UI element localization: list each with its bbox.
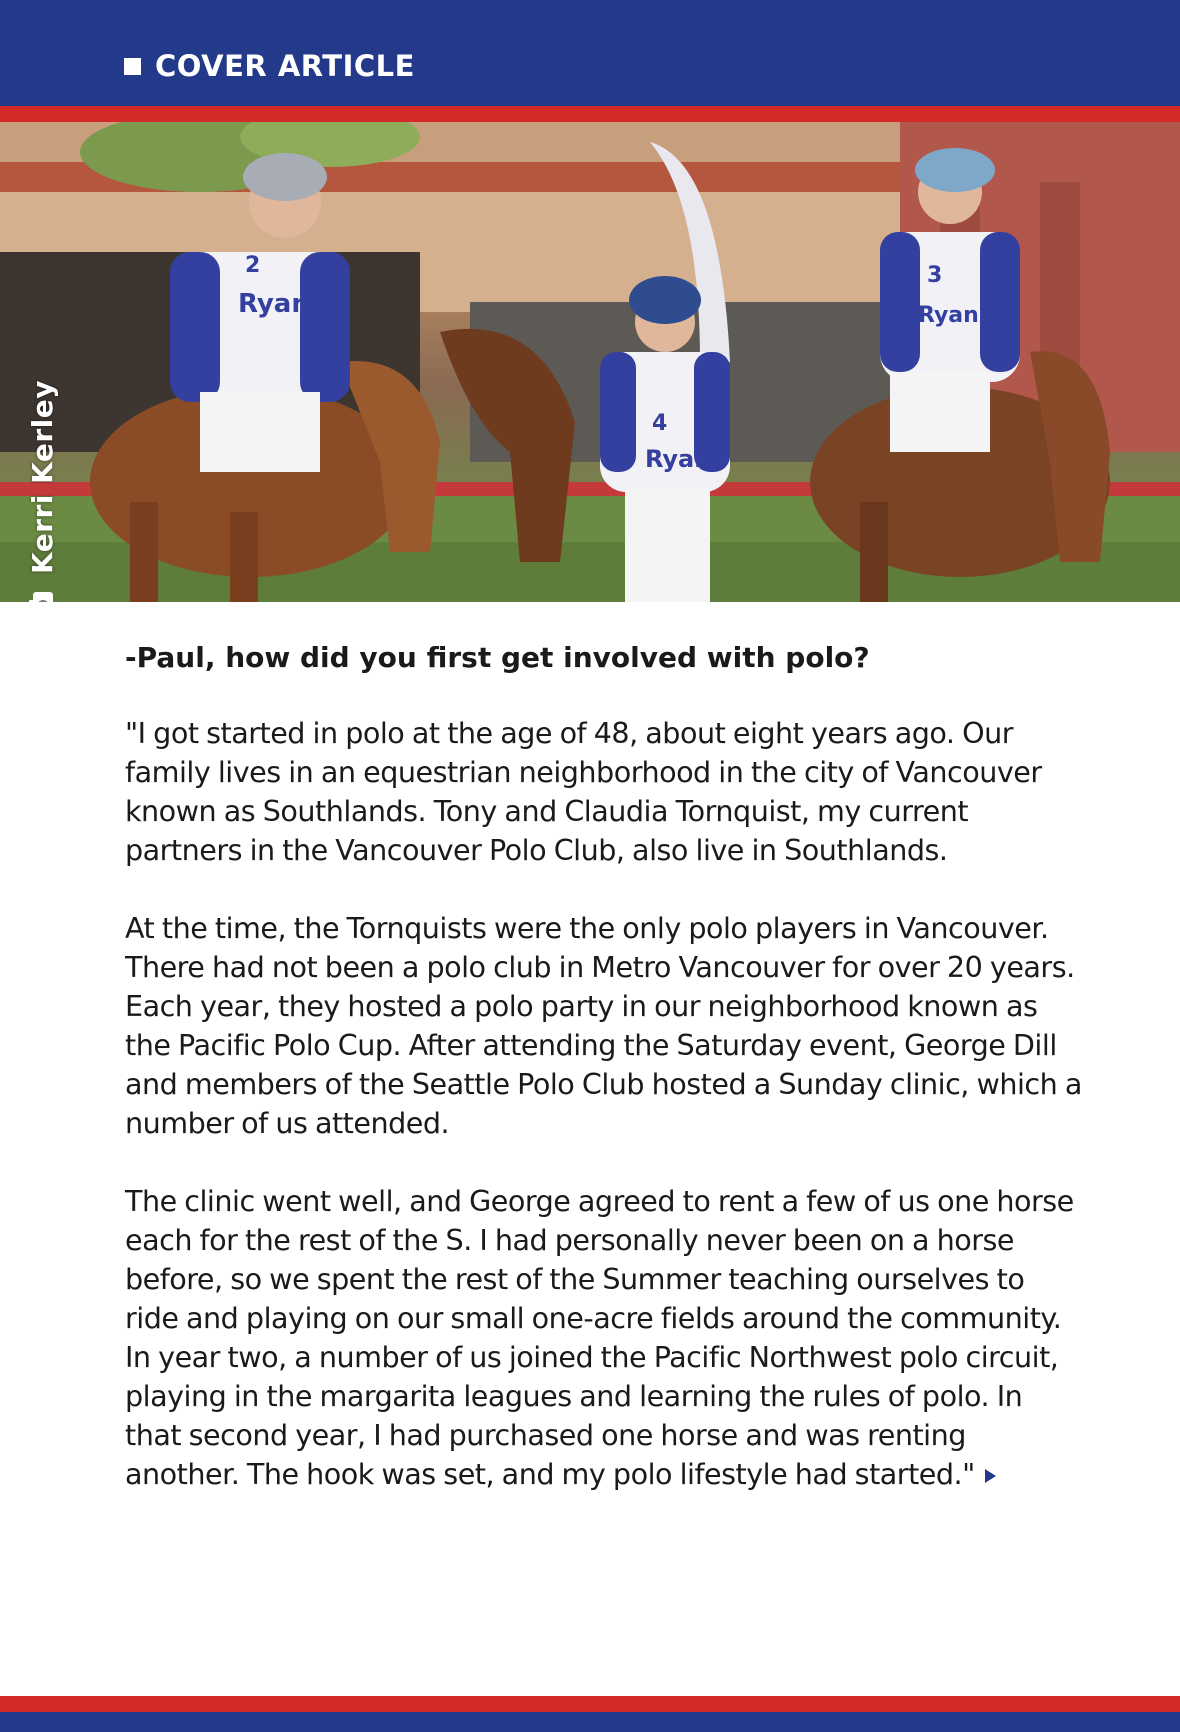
camera-icon bbox=[27, 588, 57, 602]
article-body bbox=[125, 640, 1085, 1494]
jersey-number-left: 2 bbox=[245, 253, 261, 278]
paragraph-3-text: The clinic went well, and George agreed to rent a few of us one horse each for the rest of the S. I had personally never been on a horse before, so we spent the rest of the Summer teaching ourselves to ride and playing on our small one-acre fields around the community. In year two, a number of us joined the Pacific Northwest polo circuit, playing in the margarita leagues and learning the rules of polo. In that second year, I had purchased one horse and was renting another. The hook was set, and my polo lifestyle had started." bbox=[125, 1184, 1074, 1492]
section-label-text: COVER ARTICLE bbox=[155, 49, 415, 83]
jersey-logo-left: Ryan bbox=[238, 289, 310, 319]
header-accent-stripe bbox=[0, 106, 1180, 122]
interview-question: -Paul, how did you first get involved with polo? bbox=[125, 641, 870, 674]
continue-arrow-icon bbox=[985, 1469, 996, 1483]
paragraph-2: At the time, the Tornquists were the only polo players in Vancouver. There had not been a polo club in Metro Vancouver for over 20 years. Each year, they hosted a polo party in our neighborhood known as the Pacific Polo Cup. After attending the Saturday event, George Dill and members of the Seattle Polo Club hosted a Sunday clinic, which a number of us attended. bbox=[125, 911, 1082, 1141]
square-bullet-icon bbox=[124, 58, 141, 75]
footer-accent-stripe bbox=[0, 1696, 1180, 1712]
footer-bar bbox=[0, 1712, 1180, 1732]
paragraph-1: "I got started in polo at the age of 48, about eight years ago. Our family lives in an equestrian neighborhood in the city of Vancouver known as Southlands. Tony and Claudia Tornquist, my current partners in the Vancouver Polo Club, also live in Southlands. bbox=[125, 716, 1042, 868]
jersey-number-right: 3 bbox=[927, 263, 943, 288]
cover-photo bbox=[0, 122, 1180, 602]
photo-credit bbox=[22, 380, 62, 602]
jersey-number-middle: 4 bbox=[652, 411, 668, 436]
jersey-logo-middle: Ryan bbox=[645, 445, 712, 473]
paragraph-3 bbox=[125, 1182, 1085, 1494]
photo-credit-text: Kerri Kerley bbox=[25, 380, 59, 575]
polo-scene bbox=[0, 122, 1180, 602]
section-label bbox=[124, 49, 415, 83]
jersey-logo-right: Ryan bbox=[918, 303, 979, 328]
